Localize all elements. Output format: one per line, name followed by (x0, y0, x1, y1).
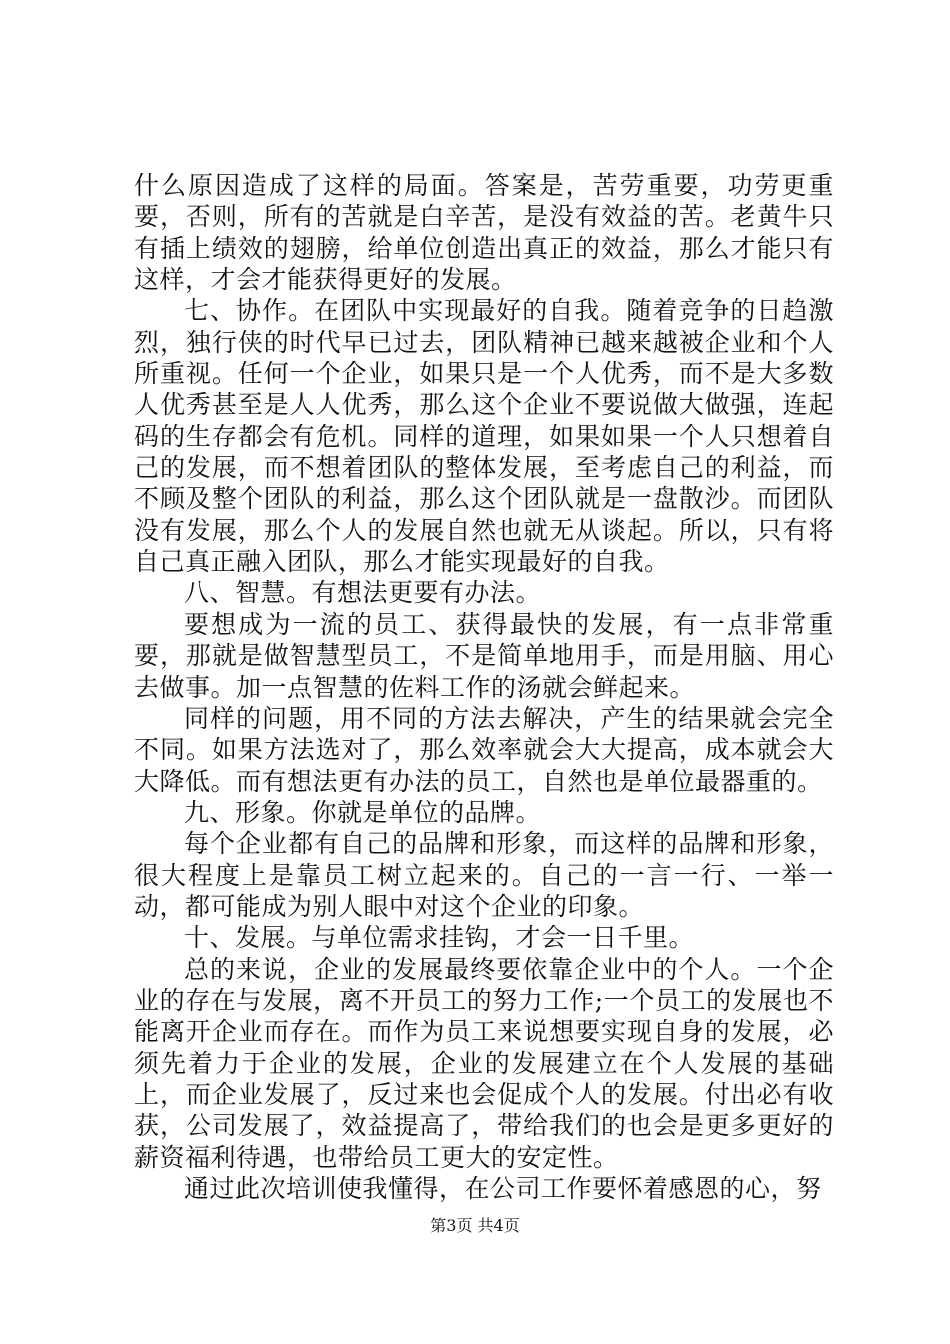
paragraph-section-8-b: 同样的问题，用不同的方法去解决，产生的结果就会完全不同。如果方法选对了，那么效率就会大大提高，成本就会大大降低。而有想法更有办法的员工，自然也是单位最器重的。 (134, 703, 834, 796)
paragraph-closing: 通过此次培训使我懂得，在公司工作要怀着感恩的心，努 (184, 1174, 822, 1203)
paragraph-section-8-a: 要想成为一流的员工、获得最快的发展，有一点非常重要，那就是做智慧型员工，不是简单地用手，而是用脑、用心去做事。加一点智慧的佐料工作的汤就会鲜起来。 (134, 609, 834, 702)
heading-section-8: 八、智慧。有想法更要有办法。 (184, 578, 542, 608)
paragraph-section-9: 每个企业都有自己的品牌和形象，而这样的品牌和形象，很大程度上是靠员工树立起来的。自己的一言一行、一举一动，都可能成为别人眼中对这个企业的印象。 (134, 829, 834, 921)
page-number-footer: 第3页 共4页 (430, 1216, 520, 1235)
paragraph-continuation: 什么原因造成了这样的局面。答案是，苦劳重要，功劳更重要，否则，所有的苦就是白辛苦，是没有效益的苦。老黄牛只有插上绩效的翅膀，给单位创造出真正的效益，那么才能只有这样，才会才能获得更好的发展。 (134, 171, 834, 295)
heading-section-10: 十、发展。与单位需求挂钩，才会一日千里。 (184, 923, 695, 953)
paragraph-section-7: 七、协作。在团队中实现最好的自我。随着竞争的日趋激烈，独行侠的时代早已过去，团队精神已越来越被企业和个人所重视。任何一个企业，如果只是一个人优秀，而不是大多数人优秀甚至是人人优秀，那么这个企业不要说做大做强，连起码的生存都会有危机。同样的道理，如果如果一个人只想着自己的发展，而不想着团队的整体发展，至考虑自己的利益，而不顾及整个团队的利益，那么这个团队就是一盘散沙。而团队没有发展，那么个人的发展自然也就无从谈起。所以，只有将自己真正融入团队，那么才能实现最好的自我。 (134, 296, 834, 577)
body-text (134, 170, 834, 1204)
paragraph-summary: 总的来说，企业的发展最终要依靠企业中的个人。一个企业的存在与发展，离不开员工的努力工作;一个员工的发展也不能离开企业而存在。而作为员工来说想要实现自身的发展，必须先着力于企业的发展，企业的发展建立在个人发展的基础上，而企业发展了，反过来也会促成个人的发展。付出必有收获，公司发展了，效益提高了，带给我们的也会是更多更好的薪资福利待遇，也带给员工更大的安定性。 (134, 954, 834, 1172)
heading-section-9: 九、形象。你就是单位的品牌。 (184, 797, 542, 827)
